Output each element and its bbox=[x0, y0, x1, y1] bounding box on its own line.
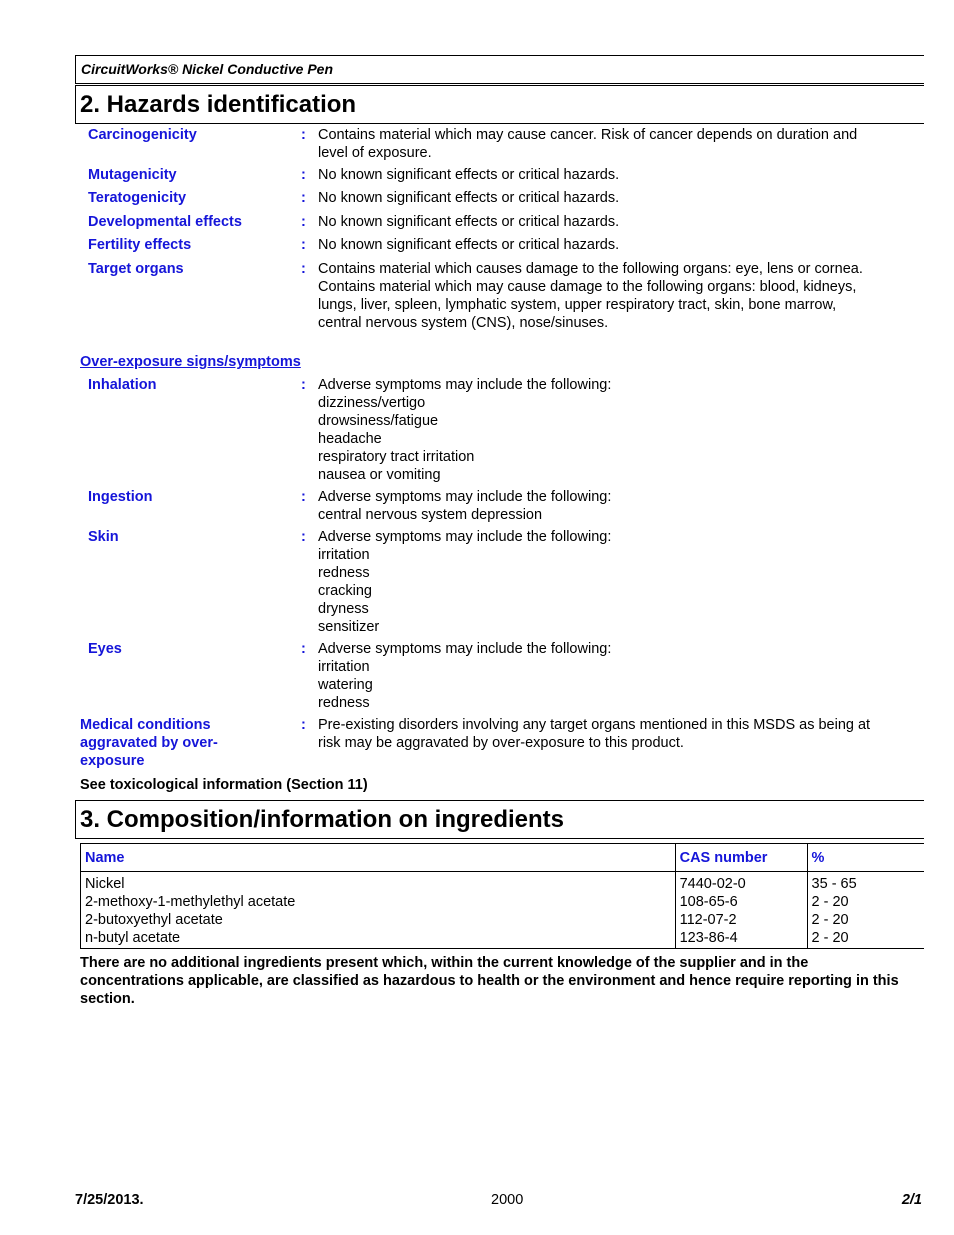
row-colon: : bbox=[301, 167, 306, 183]
mutagenicity-label: Mutagenicity bbox=[88, 167, 177, 183]
mutagenicity-value: No known significant effects or critical hazards. bbox=[318, 167, 620, 183]
section-2-title: 2. Hazards identification bbox=[80, 91, 357, 118]
ingestion-label: Ingestion bbox=[88, 489, 153, 505]
row-colon: : bbox=[301, 214, 306, 230]
overexposure-heading: Over-exposure signs/symptoms bbox=[80, 354, 301, 370]
eyes-value: Adverse symptoms may include the following: irritation watering redness bbox=[318, 641, 612, 711]
section-3-header bbox=[75, 800, 924, 839]
footer-code: 2000 bbox=[491, 1192, 524, 1208]
skin-label: Skin bbox=[88, 529, 119, 545]
teratogenicity-value: No known significant effects or critical hazards. bbox=[318, 190, 620, 206]
medical-conditions-label: Medical conditions aggravated by over- exposure bbox=[80, 717, 218, 769]
ingredient-names: Nickel 2-methoxy-1-methylethyl acetate 2-butoxyethyl acetate n-butyl acetate bbox=[81, 872, 676, 949]
see-toxicological-note: See toxicological information (Section 11) bbox=[80, 777, 368, 793]
section-3-title: 3. Composition/information on ingredients bbox=[80, 806, 564, 833]
developmental-effects-label: Developmental effects bbox=[88, 214, 242, 230]
row-colon: : bbox=[301, 641, 306, 657]
row-colon: : bbox=[301, 237, 306, 253]
ingredient-cas-numbers: 7440-02-0 108-65-6 112-07-2 123-86-4 bbox=[675, 872, 807, 949]
ingredients-table bbox=[80, 843, 924, 949]
row-colon: : bbox=[301, 127, 306, 143]
table-row bbox=[81, 872, 925, 949]
table-header-row bbox=[81, 844, 925, 872]
fertility-effects-label: Fertility effects bbox=[88, 237, 192, 253]
section-2-header bbox=[75, 85, 924, 124]
footer-date: 7/25/2013. bbox=[75, 1192, 144, 1208]
row-colon: : bbox=[301, 377, 306, 393]
target-organs-label: Target organs bbox=[88, 261, 184, 277]
carcinogenicity-value: Contains material which may cause cancer. Risk of cancer depends on duration and level of exposure. bbox=[318, 127, 858, 161]
row-colon: : bbox=[301, 529, 306, 545]
skin-value: Adverse symptoms may include the following: irritation redness cracking dryness sensitizer bbox=[318, 529, 612, 635]
column-header-name: Name bbox=[81, 844, 676, 872]
ingredient-percentages: 35 - 65 2 - 20 2 - 20 2 - 20 bbox=[807, 872, 924, 949]
carcinogenicity-label: Carcinogenicity bbox=[88, 127, 197, 143]
document-header bbox=[75, 55, 924, 84]
target-organs-value: Contains material which causes damage to the following organs: eye, lens or cornea. Contains material which may cause damage to the following organs: blood, kidneys, lungs, liver, spleen, lymphatic system, upper respiratory tract, skin, bone marrow, central nervous system (CNS), nose/sinuses. bbox=[318, 261, 863, 331]
eyes-label: Eyes bbox=[88, 641, 122, 657]
inhalation-value: Adverse symptoms may include the following: dizziness/vertigo drowsiness/fatigue headache respiratory tract irritation nausea or vomiting bbox=[318, 377, 612, 483]
row-colon: : bbox=[301, 261, 306, 277]
product-title: CircuitWorks® Nickel Conductive Pen bbox=[81, 61, 334, 77]
developmental-effects-value: No known significant effects or critical hazards. bbox=[318, 214, 620, 230]
ingestion-value: Adverse symptoms may include the following: central nervous system depression bbox=[318, 489, 612, 523]
column-header-percent: % bbox=[807, 844, 924, 872]
fertility-effects-value: No known significant effects or critical hazards. bbox=[318, 237, 620, 253]
teratogenicity-label: Teratogenicity bbox=[88, 190, 187, 206]
medical-conditions-value: Pre-existing disorders involving any target organs mentioned in this MSDS as being at risk may be aggravated by over-exposure to this product. bbox=[318, 717, 871, 751]
additional-ingredients-note: There are no additional ingredients present which, within the current knowledge of the supplier and in the concentrations applicable, are classified as hazardous to health or the environment and hence require reporting in this section. bbox=[80, 955, 899, 1007]
row-colon: : bbox=[301, 190, 306, 206]
row-colon: : bbox=[301, 489, 306, 505]
row-colon: : bbox=[301, 717, 306, 733]
inhalation-label: Inhalation bbox=[88, 377, 157, 393]
footer-page-number: 2/1 bbox=[901, 1192, 922, 1208]
column-header-cas: CAS number bbox=[675, 844, 807, 872]
